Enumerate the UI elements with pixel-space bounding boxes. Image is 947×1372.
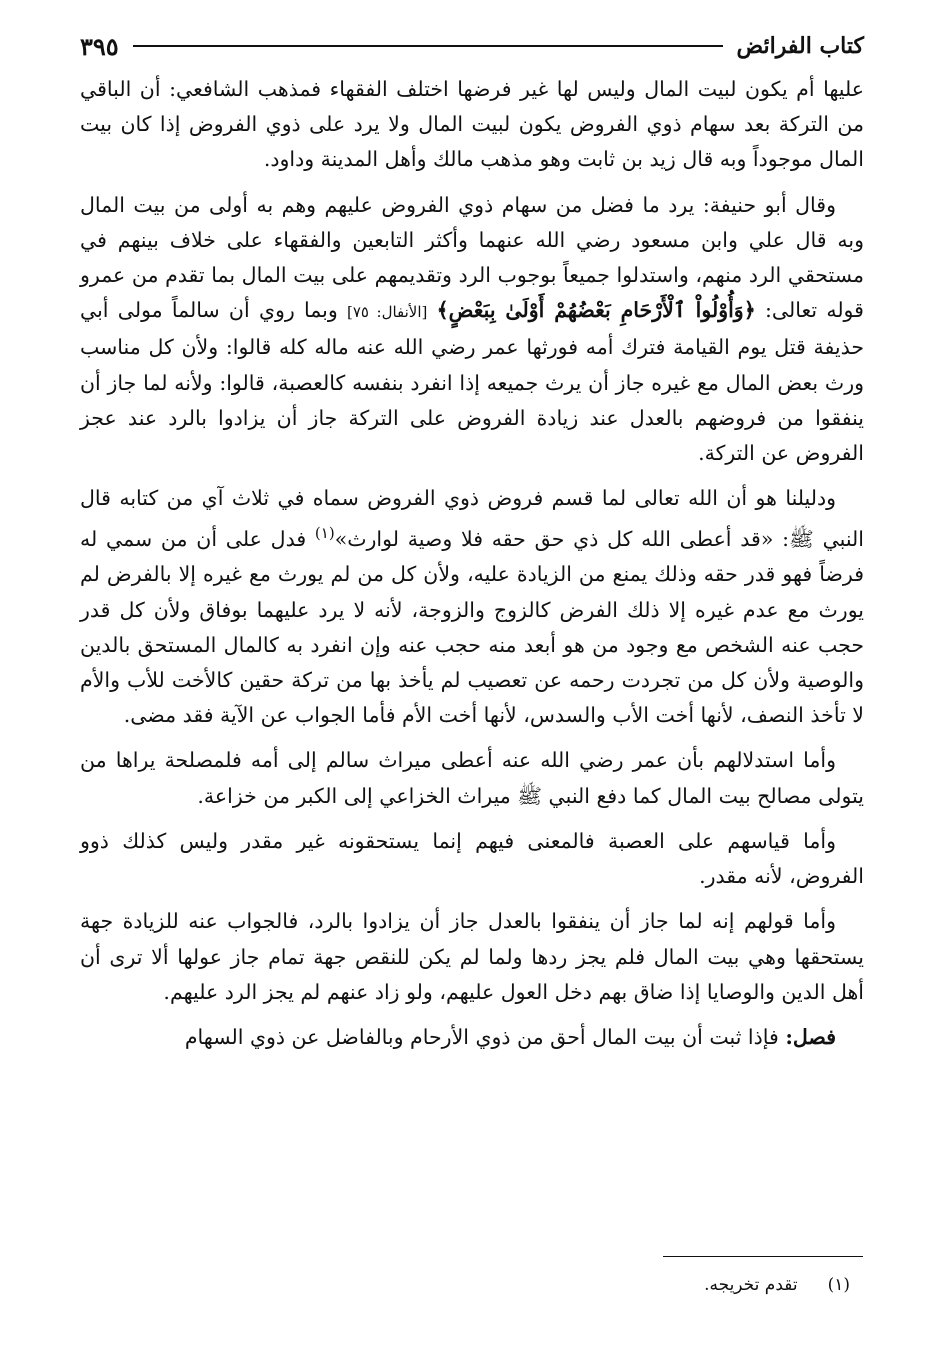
paragraph <box>80 481 864 733</box>
footnote-text: تقدم تخريجه. <box>704 1275 798 1295</box>
section-label: فصل: <box>785 1024 836 1049</box>
book-page <box>80 24 864 1065</box>
page-number: ٣٩٥ <box>80 31 119 61</box>
paragraph <box>80 72 864 178</box>
paragraph-text: وبما روي أن سالماً مولى أبي حذيفة قتل يوم القيامة فترك أمه فورثها عمر رضي الله عنه ماله كله قالوا: ولأن كل مناسب ورث بعض المال مع غيره جاز أن يرث جميعه إذا انفرد بنفسه كالعصبة، قالوا: ولأنه لما جاز أن ينفقوا من فروضهم بالعدل عند زيادة الفروض على التركة جاز أن يزادوا بالرد عند عجز الفروض عن التركة. <box>80 298 864 466</box>
footnote-number: (١) <box>827 1275 850 1295</box>
paragraph <box>80 1020 864 1055</box>
paragraph-text: ودليلنا هو أن الله تعالى لما قسم فروض ذوي الفروض سماه في ثلاث آي من كتابه قال النبي ﷺ: «قد أعطى الله كل ذي حق حقه فلا وصية لوارث» <box>80 486 864 552</box>
paragraph <box>80 188 864 472</box>
footnote <box>704 1275 850 1295</box>
paragraph-text: وأما قولهم إنه لما جاز أن ينفقوا بالعدل جاز أن يزادوا بالرد، فالجواب عنه للزيادة جهة يستحقها وهي بيت المال فلم يجز ردها ولما لم يكن للنقص جهة تمام جاز عولها ألا ترى أن أهل الدين والوصايا إذا ضاق بهم دخل العول عليهم، ولو زاد عنهم لم يجز الرد عليهم. <box>80 909 864 1004</box>
footnote-marker: (١) <box>314 524 335 543</box>
footnote-separator <box>663 1256 863 1257</box>
paragraph-text: عليها أم يكون لبيت المال وليس لها غير فرضها اختلف الفقهاء فمذهب الشافعي: أن الباقي من التركة بعد سهام ذوي الفروض يكون لبيت المال ولا يرد على ذوي الفروض إذا كان بيت المال موجوداً وبه قال زيد بن ثابت وهو مذهب مالك وأهل المدينة وداود. <box>80 77 864 172</box>
verse-reference: [الأنفال: ٧٥] <box>347 303 428 322</box>
paragraph <box>80 824 864 894</box>
paragraph-text: فإذا ثبت أن بيت المال أحق من ذوي الأرحام وبالفاضل عن ذوي السهام <box>184 1024 786 1049</box>
quran-verse: ﴿وَأُوْلُواْ ٱلْأَرْحَامِ بَعْضُهُمْ أَوْلَىٰ بِبَعْضٍ﴾ <box>436 298 756 323</box>
paragraph <box>80 904 864 1010</box>
running-title: كتاب الفرائض <box>736 33 864 59</box>
main-text <box>80 72 864 1055</box>
paragraph-text: فدل على أن من سمي له فرضاً فهو قدر حقه وذلك يمنع من الزيادة عليه، ولأن كل من لم يورث مع غيره إلا بالفرض لم يورث مع عدم غيره إلا ذلك الفرض كالزوج والزوجة، لأنه لا يرد عليهما بوفاق ولأن كل قدر حجب عنه الشخص مع وجود من هو أبعد منه حجب عنه وإن انفرد به كالمال المستحق بالدين والوصية ولأن كل من تجردت رحمه عن تعصيب لم يأخذ بها من تركة حقين كالأخت للأب والأم لا تأخذ النصف، لأنها أخت الأب والسدس، لأنها أخت الأم فأما الجواب عن الآية فقد مضى. <box>80 527 864 728</box>
paragraph-text: وأما استدلالهم بأن عمر رضي الله عنه أعطى ميراث سالم إلى أمه فلمصلحة يراها من يتولى مصالح بيت المال كما دفع النبي ﷺ ميراث الخزاعي إلى الكبر من خزاعة. <box>80 748 864 808</box>
paragraph <box>80 743 864 813</box>
paragraph-text: وأما قياسهم على العصبة فالمعنى فيهم إنما يستحقونه غير مقدر وليس كذلك ذوو الفروض، لأنه مقدر. <box>80 828 864 889</box>
page-header <box>80 24 864 68</box>
header-rule <box>133 45 723 47</box>
paragraph-text: وقال أبو حنيفة: يرد ما فضل من سهام ذوي الفروض عليهم وهم به أولى من بيت المال وبه قال علي وابن مسعود رضي الله عنهما وأكثر التابعين والفقهاء على خلاف بينهم في مستحقي الرد منهم، واستدلوا جميعاً بوجوب الرد وتقديمهم على بيت المال بما تقدم من عمرو قوله تعالى: <box>80 192 864 323</box>
